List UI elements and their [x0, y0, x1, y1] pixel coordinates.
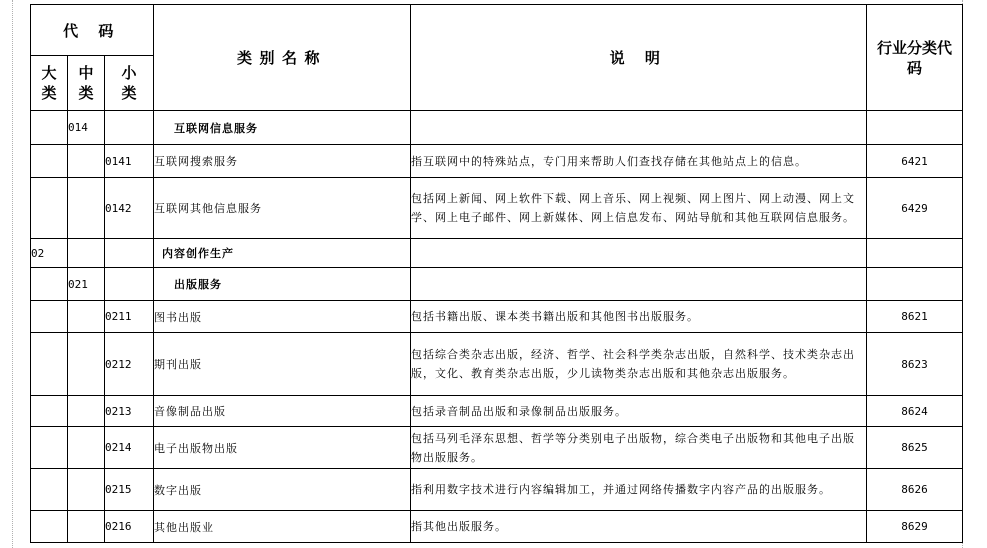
major-code — [31, 268, 68, 301]
major-code — [31, 301, 68, 333]
table-row — [31, 511, 963, 543]
middle-code — [68, 301, 105, 333]
category-name: 图书出版 — [154, 301, 411, 333]
industry-code — [867, 239, 963, 268]
table-row — [31, 333, 963, 396]
code-group-header: 代 码 — [31, 5, 154, 56]
middle-code — [68, 427, 105, 469]
category-description: 包括书籍出版、课本类书籍出版和其他图书出版服务。 — [411, 301, 867, 333]
industry-code — [867, 268, 963, 301]
major-code — [31, 145, 68, 178]
minor-code: 0214 — [105, 427, 154, 469]
major-code — [31, 511, 68, 543]
category-description: 指利用数字技术进行内容编辑加工，并通过网络传播数字内容产品的出版服务。 — [411, 469, 867, 511]
category-description: 指互联网中的特殊站点，专门用来帮助人们查找存储在其他站点上的信息。 — [411, 145, 867, 178]
industry-code: 8626 — [867, 469, 963, 511]
major-code — [31, 469, 68, 511]
minor-code: 0215 — [105, 469, 154, 511]
table-row — [31, 301, 963, 333]
table-row — [31, 145, 963, 178]
category-name-header: 类别名称 — [154, 5, 411, 111]
category-description: 包括综合类杂志出版，经济、哲学、社会科学类杂志出版，自然科学、技术类杂志出版，文化、教育类杂志出版，少儿读物类杂志出版和其他杂志出版服务。 — [411, 333, 867, 396]
industry-code: 8629 — [867, 511, 963, 543]
minor-code: 0212 — [105, 333, 154, 396]
middle-class-header: 中类 — [68, 56, 105, 111]
category-name: 出版服务 — [154, 268, 411, 301]
category-description: 包括录音制品出版和录像制品出版服务。 — [411, 396, 867, 427]
category-name: 数字出版 — [154, 469, 411, 511]
category-name: 其他出版业 — [154, 511, 411, 543]
category-description — [411, 111, 867, 145]
industry-code: 8624 — [867, 396, 963, 427]
industry-code: 6429 — [867, 178, 963, 239]
major-code — [31, 111, 68, 145]
middle-code — [68, 239, 105, 268]
category-description — [411, 268, 867, 301]
middle-code — [68, 333, 105, 396]
category-name: 电子出版物出版 — [154, 427, 411, 469]
minor-code — [105, 268, 154, 301]
page-margin-left — [12, 0, 13, 548]
table-row — [31, 178, 963, 239]
description-header: 说 明 — [411, 5, 867, 111]
middle-code — [68, 511, 105, 543]
minor-class-header: 小类 — [105, 56, 154, 111]
minor-code — [105, 111, 154, 145]
category-name: 互联网信息服务 — [154, 111, 411, 145]
middle-code — [68, 469, 105, 511]
category-description — [411, 239, 867, 268]
minor-code: 0213 — [105, 396, 154, 427]
middle-code: 014 — [68, 111, 105, 145]
table-row — [31, 469, 963, 511]
category-name: 期刊出版 — [154, 333, 411, 396]
industry-code — [867, 111, 963, 145]
middle-code — [68, 178, 105, 239]
major-code — [31, 396, 68, 427]
minor-code: 0216 — [105, 511, 154, 543]
minor-code: 0142 — [105, 178, 154, 239]
industry-code: 8625 — [867, 427, 963, 469]
minor-code: 0211 — [105, 301, 154, 333]
table-row — [31, 239, 963, 268]
industry-code: 6421 — [867, 145, 963, 178]
middle-code: 021 — [68, 268, 105, 301]
category-description: 指其他出版服务。 — [411, 511, 867, 543]
classification-table — [30, 4, 963, 543]
table-row — [31, 427, 963, 469]
major-code — [31, 427, 68, 469]
minor-code — [105, 239, 154, 268]
major-code: 02 — [31, 239, 68, 268]
category-description: 包括马列毛泽东思想、哲学等分类别电子出版物，综合类电子出版物和其他电子出版物出版服务。 — [411, 427, 867, 469]
major-code — [31, 178, 68, 239]
industry-code-header: 行业分类代码 — [867, 5, 963, 111]
minor-code: 0141 — [105, 145, 154, 178]
middle-code — [68, 145, 105, 178]
industry-code: 8623 — [867, 333, 963, 396]
category-name: 音像制品出版 — [154, 396, 411, 427]
category-name: 互联网其他信息服务 — [154, 178, 411, 239]
middle-code — [68, 396, 105, 427]
category-description: 包括网上新闻、网上软件下载、网上音乐、网上视频、网上图片、网上动漫、网上文学、网上电子邮件、网上新媒体、网上信息发布、网站导航和其他互联网信息服务。 — [411, 178, 867, 239]
category-name: 内容创作生产 — [154, 239, 411, 268]
table-row — [31, 268, 963, 301]
category-name: 互联网搜索服务 — [154, 145, 411, 178]
industry-code: 8621 — [867, 301, 963, 333]
table-row — [31, 111, 963, 145]
major-class-header: 大类 — [31, 56, 68, 111]
table-row — [31, 396, 963, 427]
major-code — [31, 333, 68, 396]
